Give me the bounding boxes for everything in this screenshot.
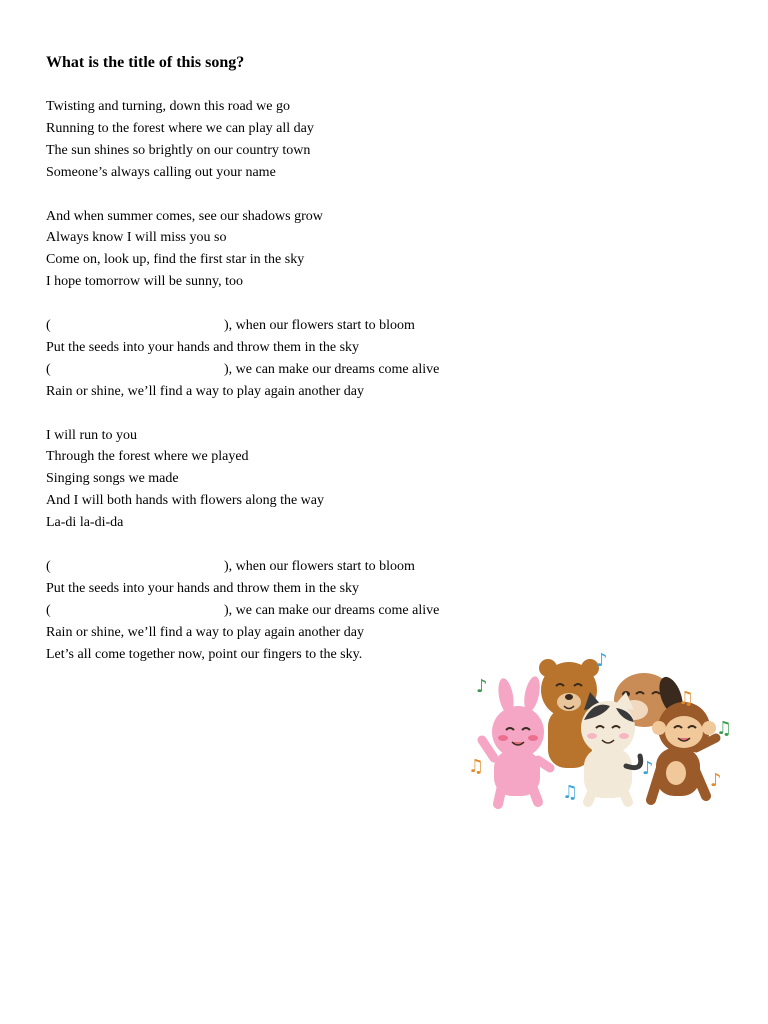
lyric-line: And I will both hands with flowers along the way (46, 493, 325, 509)
svg-text:♫: ♫ (468, 756, 485, 777)
lyric-line: Running to the forest where we can play all day (46, 120, 314, 136)
svg-text:♫: ♫ (716, 718, 733, 739)
question-title: What is the title of this song? (46, 54, 245, 71)
lyric-line: I will run to you (46, 427, 137, 443)
lyric-line-rest: ), we can make our dreams come alive (224, 602, 440, 618)
lyric-line: La-di la-di-da (46, 515, 124, 531)
verse-2 (46, 206, 439, 294)
lyric-line-rest: ), we can make our dreams come alive (224, 361, 440, 377)
lyric-line: The sun shines so brightly on our country town (46, 142, 311, 158)
monkey-icon (651, 702, 716, 800)
lyric-line: Twisting and turning, down this road we go (46, 99, 290, 114)
lyric-line: Someone’s always calling out your name (46, 164, 276, 180)
lyric-line: And when summer comes, see our shadows grow (46, 208, 323, 224)
rabbit-icon (482, 675, 550, 804)
fill-in-line (46, 315, 439, 337)
chorus-1 (46, 315, 439, 403)
cat-icon (581, 692, 641, 802)
svg-text:♪: ♪ (710, 770, 722, 791)
chorus-2 (46, 556, 439, 666)
fill-in-line (46, 359, 439, 381)
lyric-line: Rain or shine, we’ll find a way to play again another day (46, 383, 365, 399)
blank-paren: ( (46, 361, 51, 377)
verse-1 (46, 96, 439, 184)
blank-paren: ( (46, 602, 51, 618)
blank-paren: ( (46, 558, 51, 574)
lyric-line-rest: ), when our flowers start to bloom (224, 318, 415, 334)
dancing-animals-illustration (466, 648, 746, 810)
lyric-line: Put the seeds into your hands and throw them in the sky (46, 580, 360, 596)
fill-in-line (46, 600, 439, 622)
lyric-line: Rain or shine, we’ll find a way to play again another day (46, 624, 365, 640)
lyric-line: I hope tomorrow will be sunny, too (46, 274, 244, 290)
song-lyrics (46, 96, 439, 687)
bridge (46, 425, 439, 535)
svg-text:♫: ♫ (562, 782, 579, 803)
lyric-line-rest: ), when our flowers start to bloom (224, 558, 415, 574)
lyric-line: Put the seeds into your hands and throw them in the sky (46, 339, 360, 355)
fill-in-line (46, 556, 439, 578)
svg-text:♪: ♪ (476, 676, 488, 697)
blank-paren: ( (46, 318, 51, 334)
lyric-line: Let’s all come together now, point our fingers to the sky. (46, 646, 363, 662)
lyric-line: Always know I will miss you so (46, 230, 227, 246)
lyric-line: Come on, look up, find the first star in the sky (46, 252, 305, 268)
svg-text:♪: ♪ (596, 650, 608, 671)
lyric-line: Singing songs we made (46, 471, 179, 487)
svg-text:♫: ♫ (678, 688, 695, 709)
lyric-line: Through the forest where we played (46, 449, 249, 465)
svg-text:♪: ♪ (642, 758, 654, 779)
